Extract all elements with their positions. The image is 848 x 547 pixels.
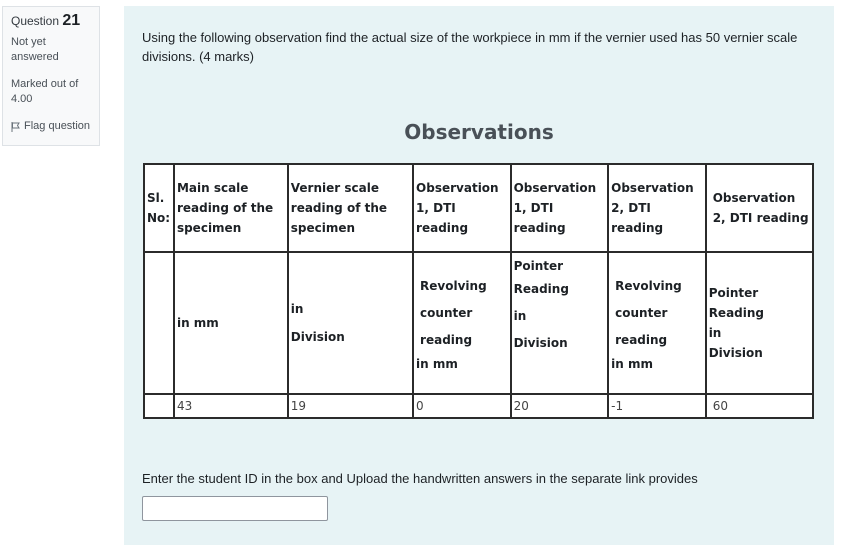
question-content [124, 6, 834, 545]
value-obs2-ptr: 60 [706, 394, 813, 418]
answer-instruction: Enter the student ID in the box and Upload the handwritten answers in the separate link provides [142, 471, 698, 486]
header-vernier-scale: Vernier scale reading of the specimen [288, 164, 413, 252]
table-header-row [144, 164, 813, 252]
table-values-row [144, 394, 813, 418]
value-obs2-rev: -1 [608, 394, 706, 418]
units-rev2-line3: reading [615, 332, 668, 347]
question-label: Question [11, 14, 60, 28]
flag-question-link[interactable] [11, 119, 91, 134]
observations-table [143, 163, 814, 419]
units-vernier-line2: Division [290, 330, 345, 344]
table-units-row [144, 252, 813, 394]
question-state: Not yet answered [11, 36, 59, 63]
units-rev1-line3: reading [420, 332, 473, 347]
units-ptr1-line2: Reading [513, 282, 569, 296]
question-info [2, 6, 100, 146]
question-text: Using the following observation find the actual size of the workpiece in mm if the vernier used has 50 vernier scale divisions. (4 marks) [142, 30, 798, 64]
units-rev1-line1: Revolving [420, 278, 487, 293]
units-rev1-line4: in mm [416, 356, 458, 371]
units-vernier [288, 252, 413, 394]
units-obs2-ptr [706, 252, 813, 394]
question-grade: Marked out of 4.00 [11, 78, 79, 105]
question-number-value: 21 [62, 12, 81, 29]
units-rev2-line2: counter [615, 305, 668, 320]
header-obs2-ptr: Observation 2, DTI reading [706, 164, 813, 252]
header-obs1-ptr: Observation 1, DTI reading [511, 164, 609, 252]
value-main: 43 [174, 394, 288, 418]
header-sl-no: Sl. No: [144, 164, 174, 252]
units-vernier-line1: in [290, 302, 304, 316]
header-obs2-rev: Observation 2, DTI reading [608, 164, 706, 252]
flag-icon [11, 122, 20, 132]
header-main-scale: Main scale reading of the specimen [174, 164, 288, 252]
units-ptr2-line2: Reading [708, 306, 764, 320]
units-ptr2-line3: in [708, 326, 722, 340]
units-rev1-line2: counter [420, 305, 473, 320]
student-id-input[interactable] [142, 496, 328, 521]
units-ptr1-line3: in [513, 309, 527, 323]
header-obs1-rev: Observation 1, DTI reading [413, 164, 511, 252]
question-number [11, 13, 91, 29]
units-obs1-rev [413, 252, 511, 394]
units-obs2-rev [608, 252, 706, 394]
units-rev2-line4: in mm [611, 356, 653, 371]
value-vernier: 19 [288, 394, 413, 418]
value-obs1-rev: 0 [413, 394, 511, 418]
value-obs1-ptr: 20 [511, 394, 609, 418]
observations-title: Observations [404, 120, 554, 144]
units-rev2-line1: Revolving [615, 278, 682, 293]
value-sl [144, 394, 174, 418]
units-ptr1-line4: Division [513, 336, 568, 350]
units-ptr1-line1: Pointer [513, 259, 564, 273]
units-obs1-ptr [511, 252, 609, 394]
units-main: in mm [174, 252, 288, 394]
flag-question-label: Flag question [24, 120, 91, 132]
units-ptr2-line4: Division [708, 346, 763, 360]
units-ptr2-line1: Pointer [708, 286, 759, 300]
units-sl [144, 252, 174, 394]
